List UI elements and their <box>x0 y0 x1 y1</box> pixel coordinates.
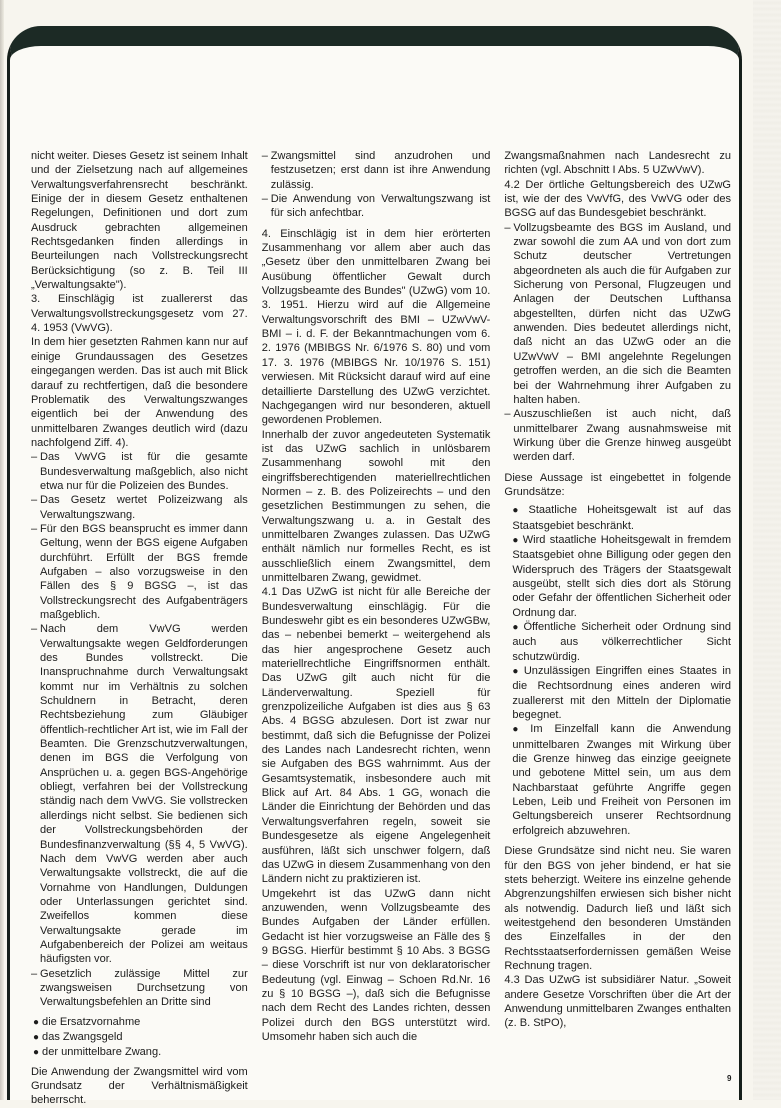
list-item-text: Für den BGS beansprucht es immer dann Geltung, wenn der BGS eigene Aufgaben durchführt. Erfüllt der BGS fremde Aufgaben – also vorzugsweise in den Fällen des § 9 BGSG –, ist das Vollstreckungsrecht des Aufgabenträgers maßgeblich. <box>40 522 248 621</box>
dash-list-item <box>262 149 491 192</box>
dash-icon: – <box>31 623 38 636</box>
paragraph: Diese Grundsätze sind nicht neu. Sie waren für den BGS von jeher bindend, er hat sie stets beherzigt. Weitere ins einzelne gehende Abgrenzungshilfen erwiesen sich bisher nicht als notwendig. Dadurch ließ und läßt sich weitestgehend den besonderen Umständen des Einzelfalles in der den Rechtsstaatserfordernissen gemäßen Weise Rechnung tragen. <box>504 845 732 972</box>
column-3 <box>504 149 731 1108</box>
paragraph: In dem hier gesetzten Rahmen kann nur auf einige Grundaussagen des Gesetzes eingegangen werden. Das ist auch mit Blick darauf zu rechtfertigen, daß die besondere Problematik des Verwaltungszwanges eigentlich bei der Anwendung des unmittelbaren Zwanges deutlich wird (dazu nachfolgend Ziff. 4). <box>31 336 248 449</box>
dash-list-item <box>31 622 248 966</box>
dash-list-item <box>31 522 248 622</box>
text-columns <box>31 149 731 1108</box>
list-item-text: Im Einzelfall kann die Anwendung unmittelbaren Zwanges mit Wirkung über die Grenze hinweg das einzige geeignete und gebotene Mittel sein, um aus dem Nachbarstaat geführte Angriffe gegen Leben, Leib und Freiheit von Personen im Geltungsbereich unserer Rechtsordnung erfolgreich abzuwehren. <box>512 723 732 837</box>
list-item-text: Nach dem VwVG werden Verwaltungsakte wegen Geldforderungen des Bundes vollstreckt. Die Inanspruchnahme durch Verwaltungsakt kommt nur im Verhältnis zu solchen Schuldnern in Betracht, deren Rechtsbeziehung zum Gläubiger öffentlich-rechtlicher Art ist, wie im Fall der Beamten. Die Grenzschutzverwaltungen, denen im BGS die Verfolgung von Ansprüchen u. a. gegen BGS-Angehörige obliegt, verfahren bei der Vollstreckung ständig nach dem VwVG. Sie vollstrecken allerdings nicht selbst. Sie bedienen sich der Vollstreckungsbehörden der Bundesfinanzverwaltung (§§ 4, 5 VwVG). Nach dem VwVG werden aber auch Verwaltungsakte vollstreckt, die auf die Vornahme von Handlungen, Duldungen oder Unterlassungen gerichtet sind. Zweifellos kommen diese Verwaltungsakte gerade im Aufgabenbereich der Polizei am weitaus häufigsten vor. <box>40 623 248 966</box>
dash-list-item <box>31 967 248 1010</box>
list-item-text: Zwangsmittel sind anzudrohen und festzusetzen; erst dann ist ihre Anwendung zulässig. <box>270 150 491 191</box>
dash-icon: – <box>504 221 511 234</box>
bullet-list-item <box>512 664 731 722</box>
list-item-text: Staatliche Hoheitsgewalt ist auf das Staatsgebiet beschränkt. <box>512 504 731 532</box>
page-number: 9 <box>727 1074 732 1083</box>
bullet-icon: ● <box>33 1016 40 1028</box>
dash-list-item <box>31 493 248 522</box>
paragraph: Die Anwendung der Zwangsmittel wird vom Grundsatz der Verhältnismäßigkeit beherrscht. <box>31 1065 248 1107</box>
bullet-list-item <box>33 1045 248 1060</box>
paragraph: Innerhalb der zuvor angedeuteten Systematik ist das UZwG sachlich in unlösbarem Zusammenhang sowohl mit den eingriffsberechtigenden materiellrechtlichen Normen – z. B. des Polizeirechts – und den gesetzlichen Bestimmungen zu sehen, die Verwaltungszwang u. a. in Gestalt des unmittelbaren Zwanges zulassen. Das UZwG enthält nämlich nur formelles Recht, es ist ausschließlich einem Zwangsmittel, dem unmittelbaren Zwang, gewidmet. <box>261 428 491 584</box>
paragraph-section-3: 3. Einschlägig ist zuallererst das Verwaltungsvollstreckungsgesetz vom 27. 4. 1953 (VwVG). <box>31 293 248 335</box>
paragraph: Zwangsmaßnahmen nach Landesrecht zu richten (vgl. Abschnitt I Abs. 5 UZwVwV). <box>504 150 732 177</box>
paragraph-section-4-3: 4.3 Das UZwG ist subsidiärer Natur. „Soweit andere Gesetze Vorschriften über die Art der Anwendung unmittelbaren Zwanges enthalten (z. B. StPO), <box>504 974 732 1030</box>
paragraph-section-4: 4. Einschlägig ist in dem hier erörterten Zusammenhang vor allem aber auch das „Gesetz über den unmittelbaren Zwang bei Ausübung öffentlicher Gewalt durch Vollzugsbeamte des Bundes" (UZwG) vom 10. 3. 1951. Hierzu wird auf die Allgemeine Verwaltungsvorschrift des BMI – UZwVwV-BMI – i. d. F. der Bekanntmachungen vom 6. 2. 1976 (MBIBGS Nr. 6/1976 S. 80) und vom 17. 3. 1976 (MBIBGS Nr. 10/1976 S. 151) verwiesen. Mit Rücksicht darauf wird auf eine detaillierte Darstellung des UZwG verzichtet. Nachgegangen wird nur besonderen, aktuell gewordenen Problemen. <box>261 227 491 427</box>
dash-icon: – <box>261 193 268 206</box>
bullet-icon: ● <box>33 1047 40 1059</box>
column-1 <box>31 149 248 1108</box>
bullet-icon: ● <box>33 1031 40 1043</box>
dash-list-item <box>31 450 248 493</box>
scan-margin <box>753 0 781 1100</box>
dash-list-item <box>504 407 731 464</box>
list-item-text: Das Gesetz wertet Polizeizwang als Verwaltungszwang. <box>40 494 248 521</box>
list-item-text: Vollzugsbeamte des BGS im Ausland, und zwar sowohl die zum AA und von dort zum Schutz deutscher Vertretungen abgeordneten als auch die für Aufgaben zur Sicherung von Personal, Flugzeugen und Anlagen der Deutschen Lufthansa abgestellten, dürfen nicht das UZwG anwenden. Dies bedeutet allerdings nicht, daß nicht an das UZwG oder an die UZwVwV – BMI angelehnte Regelungen getroffen werden, an die sich die Beamten bei der Wahrnehmung ihrer Aufgaben zu halten haben. <box>513 221 732 406</box>
list-item-text: Auszuschließen ist auch nicht, daß unmittelbarer Zwang ausnahmsweise mit Wirkung über die Grenze hinweg ausgeübt werden darf. <box>513 408 732 464</box>
dash-list-item <box>504 221 731 407</box>
page-edge <box>0 0 4 1100</box>
list-item-text: Öffentliche Sicherheit oder Ordnung sind auch aus völkerrechtlicher Sicht schutzwürdig. <box>512 621 732 663</box>
list-item-text: Das VwVG ist für die gesamte Bundesverwaltung maßgeblich, also nicht etwa nur für die Polizeien des Bundes. <box>40 451 248 492</box>
principles-list <box>504 503 731 838</box>
bullet-icon: ● <box>512 724 528 736</box>
paragraph: Diese Aussage ist eingebettet in folgende Grundsätze: <box>504 471 732 498</box>
paragraph: nicht weiter. Dieses Gesetz ist seinem Inhalt und der Zielsetzung nach auf allgemeines Verwaltungsverfahrensrecht beschränkt. Einige der in diesem Gesetz enthaltenen Regelungen, Definitionen und dort zum Ausdruck gebrachten allgemeinen Rechtsgedanken finden allerdings in Beurteilungen nach Vollstreckungsrecht Berücksichtigung (so z. B. Teil III „Verwaltungsakte"). <box>31 150 248 292</box>
dash-icon: – <box>31 522 38 535</box>
bullet-list <box>31 1015 248 1061</box>
list-item-text: Die Anwendung von Verwaltungszwang ist für sich anfechtbar. <box>270 193 491 220</box>
bullet-icon: ● <box>512 534 520 546</box>
dash-icon: – <box>31 494 38 507</box>
bullet-icon: ● <box>512 666 521 678</box>
list-item-text: Unzulässigen Eingriffen eines Staates in die Rechtsordnung eines anderen wird zuallererst mit den Mitteln der Diplomatie begegnet. <box>512 665 732 722</box>
dash-icon: – <box>261 150 268 162</box>
bullet-list-item <box>512 620 731 664</box>
column-2 <box>262 149 491 1108</box>
dash-list-item <box>262 192 491 221</box>
list-item-text: das Zwangsgeld <box>42 1030 123 1043</box>
paragraph-section-4-2: 4.2 Der örtliche Geltungsbereich des UZwG ist, wie der des VwVfG, des VwVG oder des BGSG auf das Bundesgebiet beschränkt. <box>504 178 732 220</box>
bullet-icon: ● <box>512 622 521 633</box>
paragraph-section-4-1: 4.1 Das UZwG ist nicht für alle Bereiche der Bundesverwaltung einschlägig. Für die Bundeswehr gibt es ein besonderes UZwGBw, das – nebenbei bemerkt – weitergehend als das hier angesprochene Gesetz auch materiellrechtliche Eingriffsnormen enthält. Das UZwG gilt auch nicht für die Länderverwaltung. Speziell für grenzpolizeiliche Aufgaben ist dies aus § 63 Abs. 4 BGSG abzulesen. Dort ist zwar nur bestimmt, daß sich die Befugnisse der Polizei des Landes nach Landesrecht richten, wenn sie Aufgaben des BGS wahrnimmt. Aus der Gesamtsystematik, insbesondere auch mit Blick auf Art. 84 Abs. 1 GG, wonach die Länder die Einrichtung der Behörden und das Verwaltungsverfahren regeln, soweit sie Bundesgesetze als eigene Angelegenheit ausführen, läßt sich unschwer folgern, daß das UZwG in diesem Zusammenhang von den Ländern nicht zu praktizieren ist. <box>261 586 491 886</box>
list-item-text: die Ersatzvornahme <box>42 1015 141 1028</box>
bullet-list-item <box>512 722 731 838</box>
bullet-list-item <box>512 503 731 533</box>
list-item-text: Wird staatliche Hoheitsgewalt in fremdem Staatsgebiet ohne Billigung oder gegen den Widerspruch des Trägers der Staatsgewalt ausgeübt, stellt sich dies dort als Störung oder Gefahr der öffentlichen Sicherheit oder Ordnung dar. <box>512 533 732 619</box>
bullet-list-item <box>33 1015 248 1030</box>
list-item-text: Gesetzlich zulässige Mittel zur zwangsweisen Durchsetzung von Verwaltungsbefehlen an Dritte sind <box>40 967 248 1009</box>
bullet-icon: ● <box>512 505 526 517</box>
bullet-list-item <box>33 1030 248 1045</box>
dash-icon: – <box>504 408 511 421</box>
list-item-text: der unmittelbare Zwang. <box>42 1046 162 1059</box>
dash-icon: – <box>31 451 38 464</box>
dash-icon: – <box>31 967 38 980</box>
bullet-list-item <box>512 533 731 620</box>
paragraph: Umgekehrt ist das UZwG dann nicht anzuwenden, wenn Vollzugsbeamte des Bundes Aufgaben der Länder erfüllen. Gedacht ist hier vorzugsweise an Fälle des § 9 BGSG. Hierfür bestimmt § 10 Abs. 3 BGSG – diese Vorschrift ist nur von deklaratorischer Bedeutung (vgl. Einwag – Schoen Rd.Nr. 16 zu § 10 BGSG –), daß sich die Befugnisse nach dem Recht des Landes richten, dessen Polizei durch den BGS unterstützt wird. Umsomehr haben sich auch die <box>261 887 491 1043</box>
